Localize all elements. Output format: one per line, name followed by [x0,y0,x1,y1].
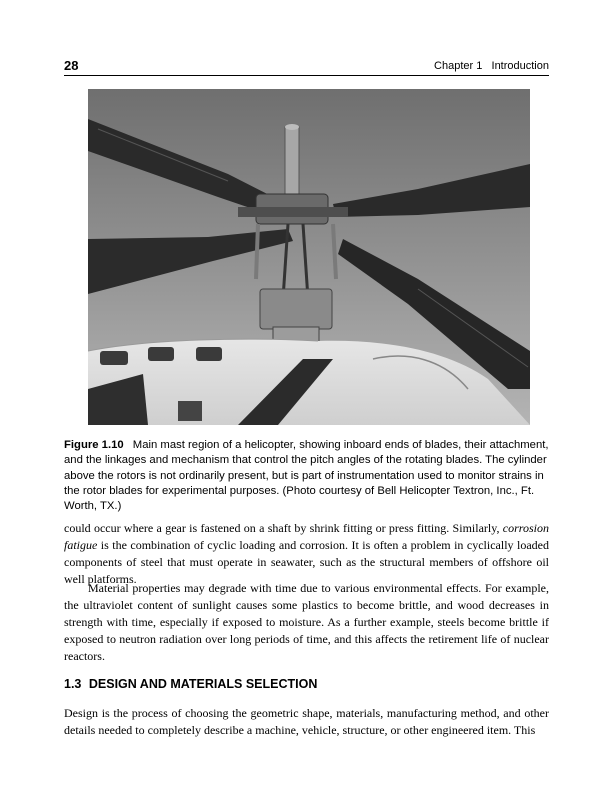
body-paragraph-2: Material properties may degrade with time due to various environmental effects. For example, the ultraviolet content of sunlight causes some plastics to become brittle, and wood decreases in strength with time, especially if exposed to moisture. As a further example, steels become brittle if exposed to neutron radiation over long periods of time, and this affects the retirement life of nuclear reactors. [64,581,549,663]
body-paragraph-3: Design is the process of choosing the geometric shape, materials, manufacturing method, and other details needed to completely describe a machine, vehicle, structure, or other engineered item. This [64,706,549,737]
running-header: Chapter 1 Introduction [434,60,549,72]
section-heading [64,677,317,691]
figure-caption [64,438,549,514]
instrumentation-cylinder [285,127,299,202]
term-corrosion-fatigue: corrosion fatigue [64,521,549,552]
swashplate [260,289,332,329]
paragraph-1-text-b: is the combination of cyclic loading and corrosion. It is often a problem in cyclically loaded components of steel that must operate in seawater, such as the structural members of offshore oil well platforms. [64,538,549,586]
body-paragraph-1 [64,520,549,588]
figure-caption-text: Main mast region of a helicopter, showing inboard ends of blades, their attachment, and the linkages and mechanism that control the pitch angles of the rotating blades. The cylinder above the rotors is not ordinarily present, but is part of instrumentation used to monitor strains in the rotor blades for experimental purposes. (Photo courtesy of Bell Helicopter Textron, Inc., Ft. Worth, TX.) [64,439,549,513]
page-number: 28 [64,58,79,73]
figure-label: Figure 1.10 [64,439,124,451]
paragraph-1-text-a: could occur where a gear is fastened on a shaft by shrink fitting or press fitting. Similarly, [64,521,503,535]
helicopter-mast-photo [88,89,530,425]
header-rule [64,75,549,76]
section-title: DESIGN AND MATERIALS SELECTION [88,677,318,691]
section-number: 1.3 [64,677,82,691]
